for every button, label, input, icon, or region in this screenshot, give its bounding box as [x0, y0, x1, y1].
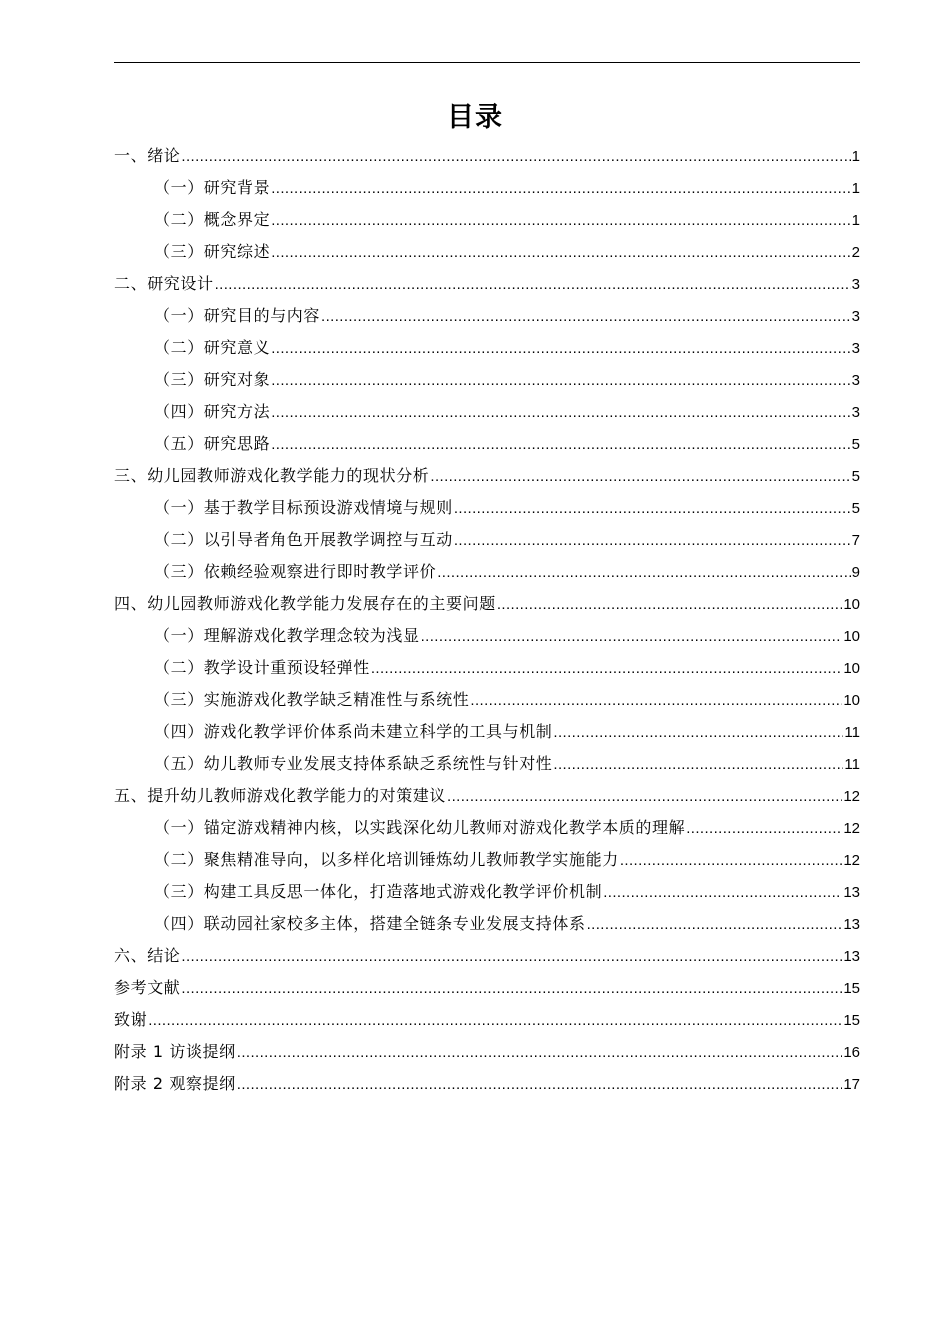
toc-entry[interactable]	[114, 972, 860, 1004]
toc-entry-title: 五、提升幼儿教师游戏化教学能力的对策建议	[114, 786, 447, 805]
toc-entry[interactable]	[114, 460, 860, 492]
toc-entry[interactable]	[114, 268, 860, 300]
toc-entry[interactable]	[114, 140, 860, 172]
toc-entry[interactable]	[114, 716, 860, 748]
table-of-contents	[114, 140, 860, 1100]
dot-leader	[271, 205, 850, 237]
dot-leader	[271, 397, 850, 429]
toc-entry-title: （四）游戏化教学评价体系尚未建立科学的工具与机制	[154, 722, 553, 741]
toc-entry-title: 附录 2 观察提纲	[114, 1074, 236, 1093]
dot-leader	[321, 301, 851, 333]
toc-entry-page-number: 1	[851, 212, 860, 229]
toc-entry-title: （二）以引导者角色开展教学调控与互动	[154, 530, 453, 549]
toc-entry-page-number: 1	[851, 180, 860, 197]
toc-entry-title: （一）研究背景	[154, 178, 271, 197]
toc-entry[interactable]	[114, 780, 860, 812]
toc-entry-title: （二）教学设计重预设轻弹性	[154, 658, 370, 677]
toc-entry-title: （一）锚定游戏精神内核，以实践深化幼儿教师对游戏化教学本质的理解	[154, 818, 686, 837]
toc-entry-page-number: 3	[851, 404, 860, 421]
toc-entry-page-number: 3	[851, 308, 860, 325]
toc-entry-title: 二、研究设计	[114, 274, 214, 293]
toc-entry-title: 致谢	[114, 1010, 148, 1029]
toc-entry[interactable]	[114, 172, 860, 204]
toc-entry[interactable]	[114, 236, 860, 268]
dot-leader	[437, 557, 850, 589]
toc-entry-title: （二）聚焦精准导向，以多样化培训锤炼幼儿教师教学实施能力	[154, 850, 619, 869]
toc-entry-page-number: 7	[851, 532, 860, 549]
toc-entry[interactable]	[114, 1004, 860, 1036]
toc-entry-page-number: 12	[843, 820, 860, 837]
dot-leader	[603, 877, 842, 909]
toc-entry-title: （四）联动园社家校多主体，搭建全链条专业发展支持体系	[154, 914, 586, 933]
page-title: 目录	[447, 102, 503, 133]
toc-entry[interactable]	[114, 332, 860, 364]
toc-entry[interactable]	[114, 812, 860, 844]
toc-entry-page-number: 3	[851, 372, 860, 389]
toc-entry-page-number: 9	[851, 564, 860, 581]
toc-entry-page-number: 17	[843, 1076, 860, 1093]
toc-entry-page-number: 10	[843, 596, 860, 613]
dot-leader	[686, 813, 842, 845]
toc-entry-title: （三）实施游戏化教学缺乏精准性与系统性	[154, 690, 470, 709]
dot-leader	[430, 461, 850, 493]
toc-entry-title: （一）基于教学目标预设游戏情境与规则	[154, 498, 453, 517]
toc-entry-title: （一）理解游戏化教学理念较为浅显	[154, 626, 420, 645]
toc-entry[interactable]	[114, 396, 860, 428]
toc-entry-page-number: 2	[851, 244, 860, 261]
toc-entry[interactable]	[114, 940, 860, 972]
toc-entry-page-number: 3	[851, 276, 860, 293]
dot-leader	[421, 621, 843, 653]
toc-entry[interactable]	[114, 428, 860, 460]
dot-leader	[271, 173, 850, 205]
toc-entry-page-number: 15	[843, 980, 860, 997]
toc-entry[interactable]	[114, 620, 860, 652]
toc-entry[interactable]	[114, 588, 860, 620]
toc-entry-title: （五）幼儿教师专业发展支持体系缺乏系统性与针对性	[154, 754, 553, 773]
dot-leader	[454, 493, 851, 525]
toc-entry-page-number: 5	[851, 436, 860, 453]
toc-entry-page-number: 12	[843, 852, 860, 869]
dot-leader	[470, 685, 842, 717]
dot-leader	[454, 525, 851, 557]
dot-leader	[237, 1037, 843, 1069]
dot-leader	[148, 1005, 842, 1037]
toc-entry[interactable]	[114, 300, 860, 332]
toc-entry[interactable]	[114, 492, 860, 524]
dot-leader	[271, 333, 850, 365]
dot-leader	[620, 845, 843, 877]
dot-leader	[181, 941, 842, 973]
toc-entry-title: （二）概念界定	[154, 210, 271, 229]
dot-leader	[553, 717, 843, 749]
toc-entry-page-number: 5	[851, 468, 860, 485]
dot-leader	[271, 429, 850, 461]
toc-entry-page-number: 15	[843, 1012, 860, 1029]
toc-entry-title: （一）研究目的与内容	[154, 306, 321, 325]
toc-entry-title: 四、幼儿园教师游戏化教学能力发展存在的主要问题	[114, 594, 496, 613]
toc-entry-page-number: 13	[843, 884, 860, 901]
toc-entry[interactable]	[114, 556, 860, 588]
toc-entry-title: 附录 1 访谈提纲	[114, 1042, 236, 1061]
toc-entry-title: （三）研究综述	[154, 242, 271, 261]
toc-entry-page-number: 10	[843, 692, 860, 709]
toc-entry-page-number: 13	[843, 948, 860, 965]
toc-entry-title: （三）研究对象	[154, 370, 271, 389]
dot-leader	[181, 141, 850, 173]
toc-entry[interactable]	[114, 748, 860, 780]
toc-entry-page-number: 10	[843, 660, 860, 677]
toc-entry-title: 六、结论	[114, 946, 181, 965]
toc-entry-page-number: 3	[851, 340, 860, 357]
toc-entry-page-number: 11	[844, 724, 860, 741]
toc-entry[interactable]	[114, 364, 860, 396]
dot-leader	[215, 269, 851, 301]
toc-entry-title: （三）构建工具反思一体化，打造落地式游戏化教学评价机制	[154, 882, 603, 901]
toc-entry-page-number: 11	[844, 756, 860, 773]
dot-leader	[271, 237, 850, 269]
dot-leader	[181, 973, 842, 1005]
dot-leader	[497, 589, 843, 621]
toc-entry-title: 参考文献	[114, 978, 181, 997]
dot-leader	[271, 365, 850, 397]
header-rule	[114, 62, 860, 63]
toc-entry-title: （三）依赖经验观察进行即时教学评价	[154, 562, 437, 581]
toc-entry-page-number: 5	[851, 500, 860, 517]
toc-entry[interactable]	[114, 204, 860, 236]
toc-entry-page-number: 13	[843, 916, 860, 933]
toc-entry[interactable]	[114, 652, 860, 684]
dot-leader	[587, 909, 843, 941]
dot-leader	[447, 781, 842, 813]
toc-entry-title: （二）研究意义	[154, 338, 271, 357]
toc-entry[interactable]	[114, 1068, 860, 1100]
dot-leader	[371, 653, 843, 685]
dot-leader	[553, 749, 843, 781]
toc-entry[interactable]	[114, 684, 860, 716]
toc-entry-page-number: 1	[851, 148, 860, 165]
toc-entry[interactable]	[114, 1036, 860, 1068]
toc-entry[interactable]	[114, 876, 860, 908]
toc-entry-page-number: 10	[843, 628, 860, 645]
toc-entry[interactable]	[114, 908, 860, 940]
toc-entry[interactable]	[114, 844, 860, 876]
toc-entry[interactable]	[114, 524, 860, 556]
toc-entry-title: 一、绪论	[114, 146, 181, 165]
toc-entry-title: （五）研究思路	[154, 434, 271, 453]
toc-entry-page-number: 16	[843, 1044, 860, 1061]
toc-entry-title: 三、幼儿园教师游戏化教学能力的现状分析	[114, 466, 430, 485]
toc-entry-page-number: 12	[843, 788, 860, 805]
dot-leader	[237, 1069, 843, 1101]
toc-entry-title: （四）研究方法	[154, 402, 271, 421]
